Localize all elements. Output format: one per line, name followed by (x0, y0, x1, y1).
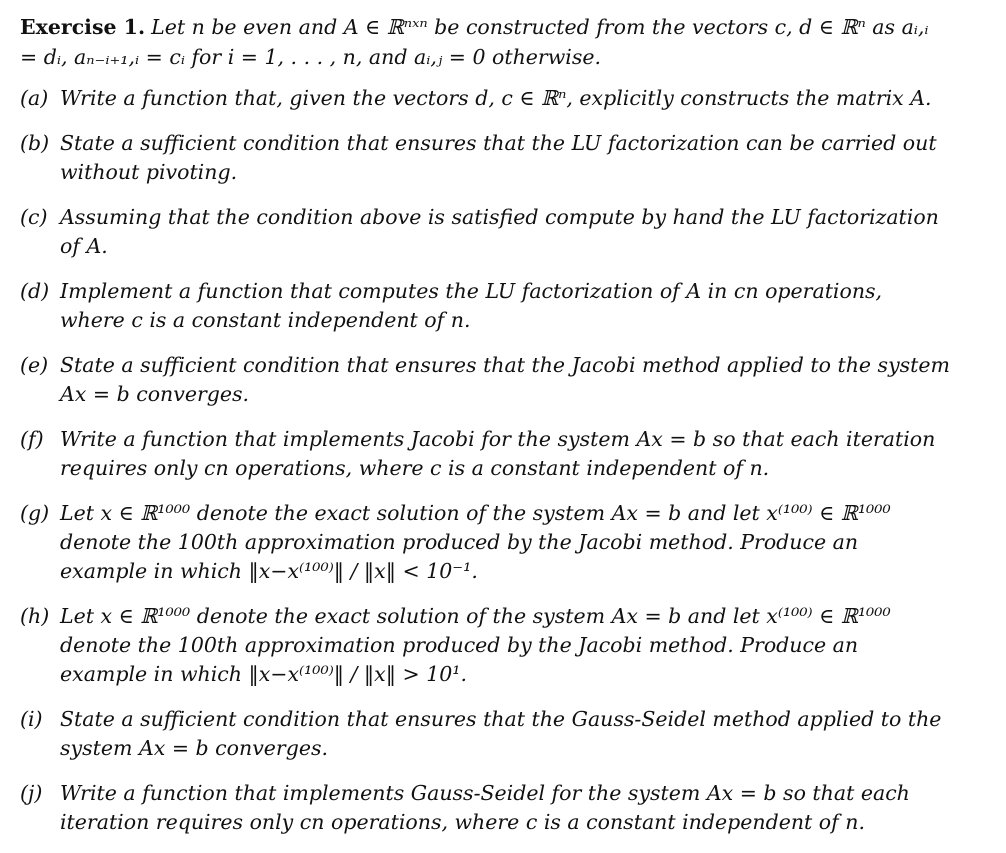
part-text: Implement a function that computes the LU factorization of A in cn operations, where c is a constant independent of n. (60, 279, 883, 332)
part-label: (j) (20, 781, 43, 805)
part-label: (a) (20, 86, 49, 110)
exercise-document (20, 12, 950, 853)
part-text: Let x ∈ ℝ¹⁰⁰⁰ denote the exact solution of the system Ax = b and let x⁽¹⁰⁰⁾ ∈ ℝ¹⁰⁰⁰ denote the 100th approximation produced by the Jacobi method. Produce an example in which ‖x−x⁽¹⁰⁰⁾‖ / ‖x‖ > 10¹. (60, 604, 891, 686)
part-text: State a sufficient condition that ensures that the Gauss-Seidel method applied to the system Ax = b converges. (60, 707, 942, 760)
part-label: (h) (20, 604, 50, 628)
exercise-part (20, 351, 950, 409)
part-text: State a sufficient condition that ensures that the Jacobi method applied to the system Ax = b converges. (60, 353, 950, 406)
part-text: Write a function that implements Gauss-Seidel for the system Ax = b so that each iteration requires only cn operations, where c is a constant independent of n. (60, 781, 910, 834)
exercise-part (20, 602, 950, 689)
part-label: (c) (20, 205, 48, 229)
part-text: Assuming that the condition above is satisfied compute by hand the LU factorization of A. (60, 205, 939, 258)
exercise-part (20, 277, 950, 335)
exercise-statement: Let n be even and A ∈ ℝⁿˣⁿ be constructed from the vectors c, d ∈ ℝⁿ as aᵢ,ᵢ = dᵢ, aₙ₋ᵢ₊₁,ᵢ = cᵢ for i = 1, . . . , n, and aᵢ,ⱼ = 0 otherwise. (20, 15, 929, 69)
exercise-intro (20, 12, 950, 72)
exercise-label: Exercise 1. (20, 15, 146, 39)
exercise-part (20, 779, 950, 837)
exercise-part (20, 425, 950, 483)
part-label: (b) (20, 131, 50, 155)
exercise-part (20, 84, 950, 113)
exercise-part (20, 705, 950, 763)
exercise-part (20, 129, 950, 187)
exercise-part (20, 499, 950, 586)
part-text: Write a function that implements Jacobi for the system Ax = b so that each iteration requires only cn operations, where c is a constant independent of n. (60, 427, 936, 480)
part-text: Let x ∈ ℝ¹⁰⁰⁰ denote the exact solution of the system Ax = b and let x⁽¹⁰⁰⁾ ∈ ℝ¹⁰⁰⁰ denote the 100th approximation produced by the Jacobi method. Produce an example in which ‖x−x⁽¹⁰⁰⁾‖ / ‖x‖ < 10⁻¹. (60, 501, 891, 583)
part-text: Write a function that, given the vectors d, c ∈ ℝⁿ, explicitly constructs the matrix A. (60, 86, 932, 110)
exercise-part (20, 203, 950, 261)
part-label: (e) (20, 353, 49, 377)
part-label: (d) (20, 279, 50, 303)
part-label: (f) (20, 427, 44, 451)
part-text: State a sufficient condition that ensures that the LU factorization can be carried out without pivoting. (60, 131, 937, 184)
part-label: (g) (20, 501, 50, 525)
part-label: (i) (20, 707, 43, 731)
